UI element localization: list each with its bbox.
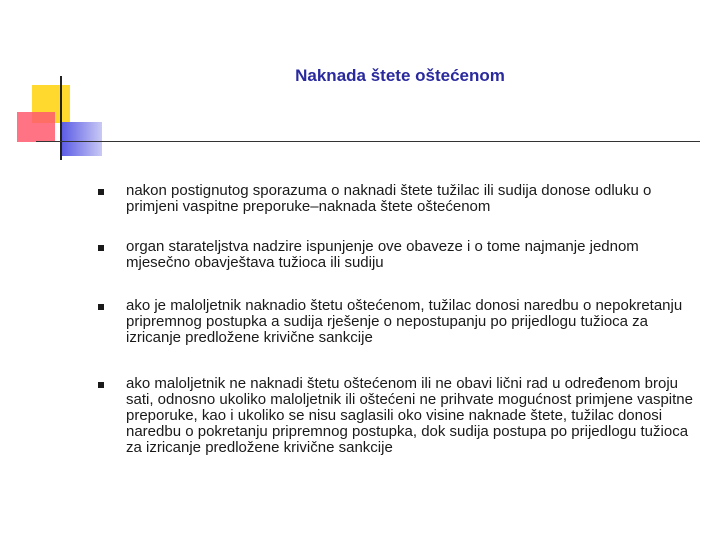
bullet-text: ako je maloljetnik naknadio štetu oštećenom, tužilac donosi naredbu o nepokretanju pripremnog postupka a sudija rješenje o nepostupanju po prijedlogu tužioca za izricanje predložene krivične sankcije (126, 297, 683, 346)
logo-blue-square (62, 122, 102, 156)
logo-red-square (17, 112, 55, 142)
bullet-text: nakon postignutog sporazuma o naknadi štete tužilac ili sudija donose odluku o primjeni vaspitne preporuke–naknada štete oštećenom (126, 182, 652, 215)
slide-title: Naknada štete oštećenom (295, 66, 505, 85)
bullet-text: ako maloljetnik ne naknadi štetu oštećenom ili ne obavi lični rad u određenom broju sati, odnosno ukoliko maloljetnik ili oštećeni ne prihvate mogućnost primjene vaspitne preporuke, kao i ukoliko se nisu saglasili oko visine naknade štete, tužilac donosi naredbu o pokretanju pripremnog postupka, dok sudija postupa po prijedlogu tužioca za izricanje predložene krivične sankcije (126, 375, 693, 456)
bullet-list (98, 183, 698, 456)
square-bullet-icon (98, 304, 104, 310)
square-bullet-icon (98, 245, 104, 251)
bullet-item (98, 298, 698, 346)
bullet-item (98, 239, 698, 271)
title-divider-line (36, 141, 700, 142)
bullet-item (98, 183, 698, 215)
bullet-text: organ starateljstva nadzire ispunjenje ove obaveze i o tome najmanje jednom mjesečno obavještava tužioca ili sudiju (126, 238, 639, 271)
square-bullet-icon (98, 382, 104, 388)
bullet-item (98, 376, 698, 456)
logo-vertical-line (60, 76, 62, 160)
square-bullet-icon (98, 189, 104, 195)
